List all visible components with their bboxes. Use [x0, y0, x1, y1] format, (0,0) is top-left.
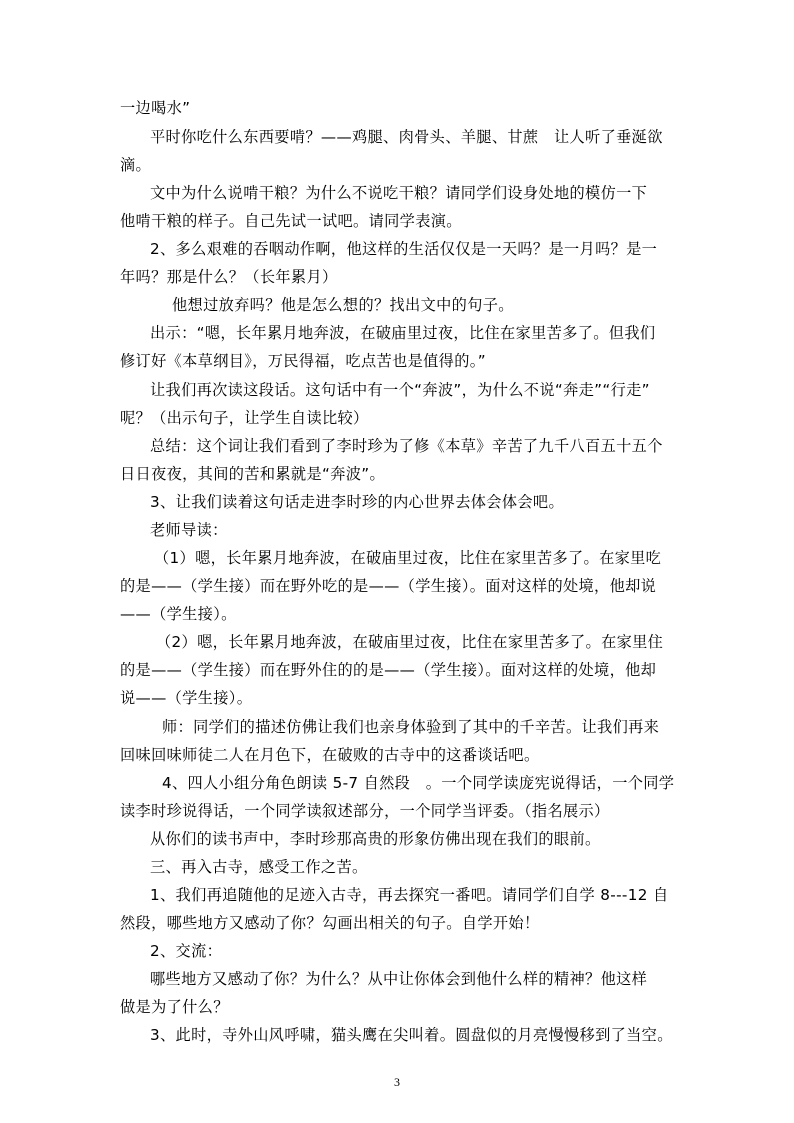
- text-line: ——（学生接）。: [120, 605, 237, 623]
- text-line: 滴。: [120, 156, 152, 174]
- text-line: 日日夜夜，其间的苦和累就是“奔波”。: [120, 465, 386, 483]
- text-line: 2、多么艰难的吞咽动作啊，他这样的生活仅仅是一天吗？是一月吗？是一: [150, 240, 658, 258]
- text-line: 做是为了什么？: [120, 998, 229, 1016]
- text-line: 他啃干粮的样子。自己先试一试吧。请同学表演。: [120, 212, 462, 230]
- text-line: 老师导读：: [150, 521, 228, 539]
- page-number: 3: [394, 1075, 400, 1089]
- text-line: 总结：这个词让我们看到了李时珍为了修《本草》辛苦了九千八百五十五个: [150, 437, 663, 455]
- text-line: 三、再入古寺，感受工作之苦。: [150, 858, 368, 876]
- text-line: 4、四人小组分角色朗读 5-7 自然段 。一个同学读庞宪说得话，一个同学: [162, 774, 675, 792]
- text-line: 出示：“嗯，长年累月地奔波，在破庙里过夜，比住在家里苦多了。但我们: [150, 324, 656, 342]
- text-line: 然段，哪些地方又感动了你？勾画出相关的句子。自学开始！: [120, 914, 540, 932]
- text-line: 的是——（学生接）而在野外吃的是——（学生接）。面对这样的处境，他却说: [120, 577, 657, 595]
- text-line: （2）嗯，长年累月地奔波，在破庙里过夜，比住在家里苦多了。在家里住: [156, 633, 664, 651]
- text-line: 修订好《本草纲目》，万民得福，吃点苦也是值得的。”: [120, 352, 486, 370]
- text-line: 他想过放弃吗？他是怎么想的？找出文中的句子。: [172, 296, 514, 314]
- text-line: 一边喝水”: [120, 99, 191, 117]
- text-line: 让我们再次读这段话。这句话中有一个“奔波”，为什么不说“奔走”“行走”: [150, 381, 650, 399]
- text-line: 的是——（学生接）而在野外住的的是——（学生接）。面对这样的处境，他却: [120, 661, 657, 679]
- text-line: 1、我们再追随他的足迹入古寺，再去探究一番吧。请同学们自学 8---12 自: [150, 886, 669, 904]
- text-line: 说——（学生接）。: [120, 689, 253, 707]
- text-line: 2、交流：: [150, 942, 223, 960]
- text-line: 回味回味师徒二人在月色下，在破败的古寺中的这番谈话吧。: [120, 746, 540, 764]
- text-line: 从你们的读书声中，李时珍那高贵的形象仿佛出现在我们的眼前。: [150, 830, 601, 848]
- text-line: 平时你吃什么东西要啃？——鸡腿、肉骨头、羊腿、甘蔗 让人听了垂涎欲: [150, 128, 663, 146]
- text-line: 年吗？那是什么？（长年累月）: [120, 268, 338, 286]
- text-line: 3、此时，寺外山风呼啸，猫头鹰在尖叫着。圆盘似的月亮慢慢移到了当空。: [150, 1026, 673, 1044]
- text-line: 师：同学们的描述仿佛让我们也亲身体验到了其中的千辛苦。让我们再来: [162, 718, 660, 736]
- text-line: 读李时珍说得话，一个同学读叙述部分，一个同学当评委。（指名展示）: [120, 802, 610, 820]
- text-line: 文中为什么说啃干粮？为什么不说吃干粮？请同学们设身处地的模仿一下: [150, 184, 648, 202]
- text-line: 哪些地方又感动了你？为什么？从中让你体会到他什么样的精神？他这样: [150, 970, 648, 988]
- text-line: 呢？（出示句子，让学生自读比较）: [120, 409, 369, 427]
- text-line: （1）嗯，长年累月地奔波，在破庙里过夜，比住在家里苦多了。在家里吃: [154, 549, 662, 567]
- text-line: 3、让我们读着这句话走进李时珍的内心世界去体会体会吧。: [150, 493, 564, 511]
